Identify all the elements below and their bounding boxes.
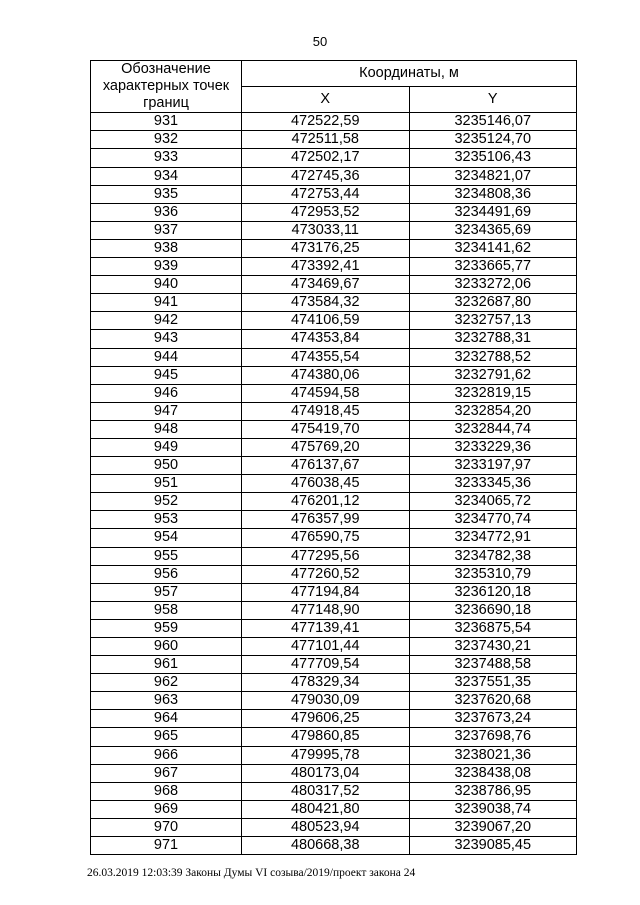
page-number: 50 [312, 34, 328, 49]
y-coordinate-cell: 3238021,36 [409, 746, 577, 764]
point-number-cell: 949 [91, 438, 242, 456]
y-coordinate-cell: 3234772,91 [409, 529, 577, 547]
point-number-cell: 967 [91, 764, 242, 782]
table-row [91, 402, 577, 420]
y-coordinate-cell: 3232819,15 [409, 384, 577, 402]
table-row [91, 276, 577, 294]
y-coordinate-cell: 3235146,07 [409, 113, 577, 131]
x-coordinate-cell: 479860,85 [242, 728, 410, 746]
x-coordinate-cell: 475419,70 [242, 420, 410, 438]
table-row [91, 656, 577, 674]
point-number-cell: 939 [91, 258, 242, 276]
table-row [91, 529, 577, 547]
point-number-cell: 945 [91, 366, 242, 384]
y-coordinate-cell: 3232791,62 [409, 366, 577, 384]
y-coordinate-cell: 3235106,43 [409, 149, 577, 167]
point-number-cell: 954 [91, 529, 242, 547]
table-row [91, 782, 577, 800]
point-number-cell: 933 [91, 149, 242, 167]
x-coordinate-cell: 479606,25 [242, 710, 410, 728]
x-coordinate-cell: 480317,52 [242, 782, 410, 800]
x-coordinate-cell: 477260,52 [242, 565, 410, 583]
y-coordinate-cell: 3237430,21 [409, 638, 577, 656]
x-coordinate-cell: 473033,11 [242, 221, 410, 239]
y-coordinate-cell: 3236690,18 [409, 601, 577, 619]
point-number-cell: 965 [91, 728, 242, 746]
y-coordinate-cell: 3237698,76 [409, 728, 577, 746]
point-number-cell: 952 [91, 493, 242, 511]
table-row [91, 601, 577, 619]
x-coordinate-cell: 473469,67 [242, 276, 410, 294]
point-number-cell: 963 [91, 692, 242, 710]
header-y: Y [409, 87, 577, 113]
x-coordinate-cell: 472522,59 [242, 113, 410, 131]
x-coordinate-cell: 480668,38 [242, 837, 410, 855]
x-coordinate-cell: 479030,09 [242, 692, 410, 710]
table-row [91, 420, 577, 438]
point-number-cell: 953 [91, 511, 242, 529]
x-coordinate-cell: 477148,90 [242, 601, 410, 619]
point-number-cell: 938 [91, 239, 242, 257]
table-row [91, 511, 577, 529]
y-coordinate-cell: 3233272,06 [409, 276, 577, 294]
x-coordinate-cell: 472753,44 [242, 185, 410, 203]
table-row [91, 746, 577, 764]
point-number-cell: 935 [91, 185, 242, 203]
point-number-cell: 958 [91, 601, 242, 619]
x-coordinate-cell: 476201,12 [242, 493, 410, 511]
x-coordinate-cell: 475769,20 [242, 438, 410, 456]
y-coordinate-cell: 3235310,79 [409, 565, 577, 583]
table-row [91, 837, 577, 855]
y-coordinate-cell: 3233229,36 [409, 438, 577, 456]
point-number-cell: 948 [91, 420, 242, 438]
point-number-cell: 957 [91, 583, 242, 601]
table-row [91, 638, 577, 656]
y-coordinate-cell: 3232757,13 [409, 312, 577, 330]
table-row [91, 438, 577, 456]
point-number-cell: 966 [91, 746, 242, 764]
x-coordinate-cell: 477709,54 [242, 656, 410, 674]
y-coordinate-cell: 3235124,70 [409, 131, 577, 149]
point-number-cell: 950 [91, 457, 242, 475]
header-point-designation [91, 61, 242, 113]
x-coordinate-cell: 477295,56 [242, 547, 410, 565]
table-row [91, 239, 577, 257]
header-point-designation-line1: Обозначение [121, 61, 211, 77]
point-number-cell: 937 [91, 221, 242, 239]
table-row [91, 764, 577, 782]
y-coordinate-cell: 3238786,95 [409, 782, 577, 800]
x-coordinate-cell: 474380,06 [242, 366, 410, 384]
y-coordinate-cell: 3239067,20 [409, 818, 577, 836]
table-row [91, 800, 577, 818]
x-coordinate-cell: 477139,41 [242, 619, 410, 637]
table-row [91, 258, 577, 276]
point-number-cell: 931 [91, 113, 242, 131]
table-row [91, 710, 577, 728]
table-row [91, 312, 577, 330]
x-coordinate-cell: 476590,75 [242, 529, 410, 547]
table-row [91, 475, 577, 493]
table-row [91, 167, 577, 185]
y-coordinate-cell: 3234821,07 [409, 167, 577, 185]
table-row [91, 294, 577, 312]
x-coordinate-cell: 480421,80 [242, 800, 410, 818]
y-coordinate-cell: 3232788,31 [409, 330, 577, 348]
x-coordinate-cell: 474353,84 [242, 330, 410, 348]
table-header-row [91, 61, 577, 87]
table-body [91, 113, 577, 855]
x-coordinate-cell: 480523,94 [242, 818, 410, 836]
x-coordinate-cell: 477101,44 [242, 638, 410, 656]
y-coordinate-cell: 3234770,74 [409, 511, 577, 529]
point-number-cell: 936 [91, 203, 242, 221]
x-coordinate-cell: 476137,67 [242, 457, 410, 475]
y-coordinate-cell: 3233665,77 [409, 258, 577, 276]
y-coordinate-cell: 3232687,80 [409, 294, 577, 312]
point-number-cell: 964 [91, 710, 242, 728]
y-coordinate-cell: 3236875,54 [409, 619, 577, 637]
point-number-cell: 943 [91, 330, 242, 348]
y-coordinate-cell: 3234782,38 [409, 547, 577, 565]
table-row [91, 131, 577, 149]
x-coordinate-cell: 476357,99 [242, 511, 410, 529]
table-row [91, 583, 577, 601]
x-coordinate-cell: 480173,04 [242, 764, 410, 782]
y-coordinate-cell: 3234491,69 [409, 203, 577, 221]
point-number-cell: 932 [91, 131, 242, 149]
table-row [91, 203, 577, 221]
point-number-cell: 951 [91, 475, 242, 493]
x-coordinate-cell: 474355,54 [242, 348, 410, 366]
table-row [91, 113, 577, 131]
x-coordinate-cell: 472502,17 [242, 149, 410, 167]
y-coordinate-cell: 3234365,69 [409, 221, 577, 239]
x-coordinate-cell: 479995,78 [242, 746, 410, 764]
table-row [91, 384, 577, 402]
table-row [91, 366, 577, 384]
table-row [91, 185, 577, 203]
table-row [91, 149, 577, 167]
y-coordinate-cell: 3237620,68 [409, 692, 577, 710]
x-coordinate-cell: 474106,59 [242, 312, 410, 330]
y-coordinate-cell: 3232844,74 [409, 420, 577, 438]
point-number-cell: 959 [91, 619, 242, 637]
x-coordinate-cell: 474918,45 [242, 402, 410, 420]
point-number-cell: 942 [91, 312, 242, 330]
y-coordinate-cell: 3234808,36 [409, 185, 577, 203]
table-row [91, 728, 577, 746]
point-number-cell: 940 [91, 276, 242, 294]
header-point-designation-line2: характерных точек [102, 78, 230, 95]
x-coordinate-cell: 477194,84 [242, 583, 410, 601]
y-coordinate-cell: 3232854,20 [409, 402, 577, 420]
x-coordinate-cell: 474594,58 [242, 384, 410, 402]
y-coordinate-cell: 3237488,58 [409, 656, 577, 674]
table-row [91, 330, 577, 348]
point-number-cell: 941 [91, 294, 242, 312]
table-row [91, 493, 577, 511]
y-coordinate-cell: 3236120,18 [409, 583, 577, 601]
y-coordinate-cell: 3239038,74 [409, 800, 577, 818]
y-coordinate-cell: 3239085,45 [409, 837, 577, 855]
x-coordinate-cell: 472953,52 [242, 203, 410, 221]
footer-stamp: 26.03.2019 12:03:39 Законы Думы VI созыва/2019/проект закона 24 [87, 867, 416, 879]
point-number-cell: 970 [91, 818, 242, 836]
point-number-cell: 956 [91, 565, 242, 583]
y-coordinate-cell: 3237551,35 [409, 674, 577, 692]
header-point-designation-line3: границ [143, 95, 189, 112]
x-coordinate-cell: 478329,34 [242, 674, 410, 692]
y-coordinate-cell: 3233197,97 [409, 457, 577, 475]
y-coordinate-cell: 3233345,36 [409, 475, 577, 493]
header-x: X [242, 87, 410, 113]
table-row [91, 674, 577, 692]
table-row [91, 692, 577, 710]
table-row [91, 348, 577, 366]
point-number-cell: 968 [91, 782, 242, 800]
y-coordinate-cell: 3232788,52 [409, 348, 577, 366]
x-coordinate-cell: 476038,45 [242, 475, 410, 493]
point-number-cell: 971 [91, 837, 242, 855]
point-number-cell: 969 [91, 800, 242, 818]
y-coordinate-cell: 3238438,08 [409, 764, 577, 782]
header-coordinates: Координаты, м [242, 61, 577, 87]
table-row [91, 221, 577, 239]
table-row [91, 547, 577, 565]
y-coordinate-cell: 3234065,72 [409, 493, 577, 511]
point-number-cell: 960 [91, 638, 242, 656]
x-coordinate-cell: 473392,41 [242, 258, 410, 276]
table-row [91, 457, 577, 475]
y-coordinate-cell: 3237673,24 [409, 710, 577, 728]
x-coordinate-cell: 472745,36 [242, 167, 410, 185]
y-coordinate-cell: 3234141,62 [409, 239, 577, 257]
point-number-cell: 944 [91, 348, 242, 366]
point-number-cell: 934 [91, 167, 242, 185]
x-coordinate-cell: 473176,25 [242, 239, 410, 257]
coordinates-table [90, 60, 577, 855]
table-row [91, 565, 577, 583]
point-number-cell: 961 [91, 656, 242, 674]
x-coordinate-cell: 472511,58 [242, 131, 410, 149]
point-number-cell: 946 [91, 384, 242, 402]
point-number-cell: 947 [91, 402, 242, 420]
x-coordinate-cell: 473584,32 [242, 294, 410, 312]
point-number-cell: 955 [91, 547, 242, 565]
table-row [91, 818, 577, 836]
point-number-cell: 962 [91, 674, 242, 692]
table-row [91, 619, 577, 637]
